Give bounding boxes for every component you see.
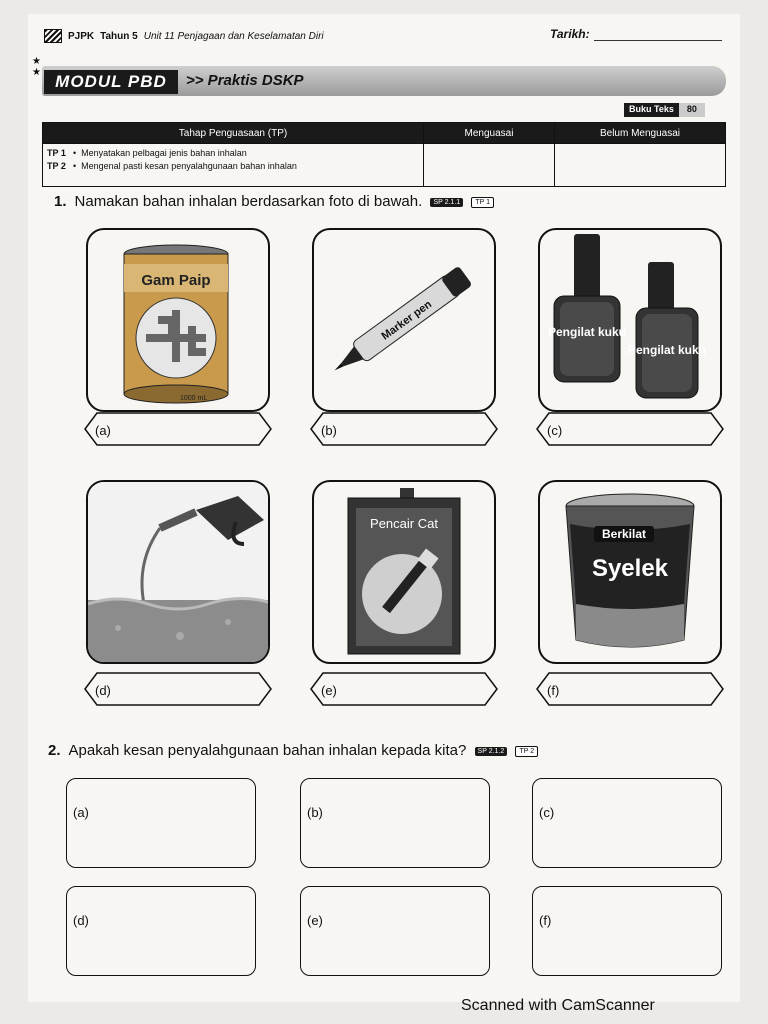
- nail-polish-label-2a: Pengilat kuku: [627, 343, 707, 357]
- question-2-text: Apakah kesan penyalahgunaan bahan inhalan kepada kita?: [68, 742, 467, 759]
- photo-card-b: [312, 228, 496, 412]
- question-2-number: 2.: [48, 742, 61, 759]
- mastered-cell[interactable]: [424, 144, 555, 187]
- question-1: [54, 193, 494, 210]
- answer-label-e[interactable]: [309, 672, 499, 706]
- answer-label-a[interactable]: [83, 412, 273, 446]
- unit-title: Unit 11 Penjagaan dan Keselamatan Diri: [143, 30, 324, 42]
- table-header-not-mastered: Belum Menguasai: [555, 123, 726, 144]
- tp2-text: Mengenal pasti kesan penyalahgunaan bahan inhalan: [81, 161, 297, 171]
- textbook-reference: [624, 103, 705, 117]
- answer-label-f-text: (f): [547, 683, 560, 698]
- answer-box-d[interactable]: [66, 886, 256, 976]
- marker-pen-icon: [314, 230, 494, 410]
- mastery-table: [42, 122, 726, 187]
- marker-pen-text: Marker pen: [379, 298, 435, 343]
- tp-badge: TP 1: [471, 197, 494, 208]
- glue-tin-volume: 1000 mL: [180, 395, 208, 402]
- answer-label-d-text: (d): [95, 683, 111, 698]
- page-header: [44, 29, 324, 43]
- paint-thinner-can-icon: [314, 482, 494, 662]
- not-mastered-cell[interactable]: [555, 144, 726, 187]
- answer-box-c[interactable]: [532, 778, 722, 868]
- photo-card-d: [86, 480, 270, 664]
- photo-card-e: [312, 480, 496, 664]
- answer-box-a[interactable]: [66, 778, 256, 868]
- answer-box-e-label: (e): [307, 913, 323, 928]
- photo-card-f: [538, 480, 722, 664]
- brand-label: PJPK: [68, 30, 95, 42]
- question-1-number: 1.: [54, 193, 67, 210]
- answer-box-f-label: (f): [539, 913, 552, 928]
- photo-card-c: [538, 228, 722, 412]
- star-decoration-icon: ★ ★: [32, 56, 41, 78]
- answer-label-d[interactable]: [83, 672, 273, 706]
- bucket-product: Syelek: [591, 555, 669, 582]
- date-label: Tarikh:: [550, 27, 590, 41]
- tp2-code: TP 2: [47, 161, 66, 171]
- module-label: MODUL PBD: [44, 70, 178, 94]
- nail-polish-icon: [540, 230, 720, 410]
- tp1-code: TP 1: [47, 148, 66, 158]
- tp-badge-2: TP 2: [515, 746, 538, 757]
- photo-card-a: [86, 228, 270, 412]
- tp1-text: Menyatakan pelbagai jenis bahan inhalan: [81, 148, 247, 158]
- answer-box-b-label: (b): [307, 805, 323, 820]
- thinner-label-1: Pencair Cat: [370, 516, 438, 531]
- bucket-brand: Berkilat: [601, 527, 647, 541]
- answer-label-a-text: (a): [95, 423, 111, 438]
- question-1-text: Namakan bahan inhalan berdasarkan foto di bawah.: [74, 193, 423, 210]
- glue-tin-icon: [88, 230, 268, 410]
- sp-badge-2: SP 2.1.2: [475, 747, 508, 756]
- table-header-mastered: Menguasai: [424, 123, 555, 144]
- sp-badge: SP 2.1.1: [430, 198, 463, 207]
- answer-box-a-label: (a): [73, 805, 89, 820]
- answer-label-c[interactable]: [535, 412, 725, 446]
- answer-label-b[interactable]: [309, 412, 499, 446]
- answer-label-c-text: (c): [547, 423, 563, 438]
- textbook-label: Buku Teks: [624, 103, 679, 117]
- table-header-level: Tahap Penguasaan (TP): [43, 123, 424, 144]
- answer-label-f[interactable]: [535, 672, 725, 706]
- publisher-logo-icon: [44, 29, 62, 43]
- scanner-watermark: Scanned with CamScanner: [461, 997, 655, 1014]
- date-field[interactable]: [594, 40, 722, 41]
- nail-polish-label-1a: Pengilat kuku: [547, 325, 627, 339]
- fuel-nozzle-icon: [88, 482, 268, 662]
- shellac-bucket-icon: [540, 482, 720, 662]
- answer-box-c-label: (c): [539, 805, 555, 820]
- textbook-page: 80: [679, 103, 705, 117]
- year-label: Tahun 5: [100, 30, 138, 42]
- question-2: [48, 742, 538, 759]
- answer-box-b[interactable]: [300, 778, 490, 868]
- answer-label-e-text: (e): [321, 683, 337, 698]
- answer-box-f[interactable]: [532, 886, 722, 976]
- glue-tin-brand: Gam Paip: [141, 272, 211, 289]
- module-title: >> Praktis DSKP: [186, 72, 304, 89]
- tp-descriptions: TP 1 • Menyatakan pelbagai jenis bahan inhalan TP 2 • Mengenal pasti kesan penyalahgunaan bahan inhalan: [43, 144, 424, 187]
- answer-label-b-text: (b): [321, 423, 337, 438]
- answer-box-d-label: (d): [73, 913, 89, 928]
- answer-box-e[interactable]: [300, 886, 490, 976]
